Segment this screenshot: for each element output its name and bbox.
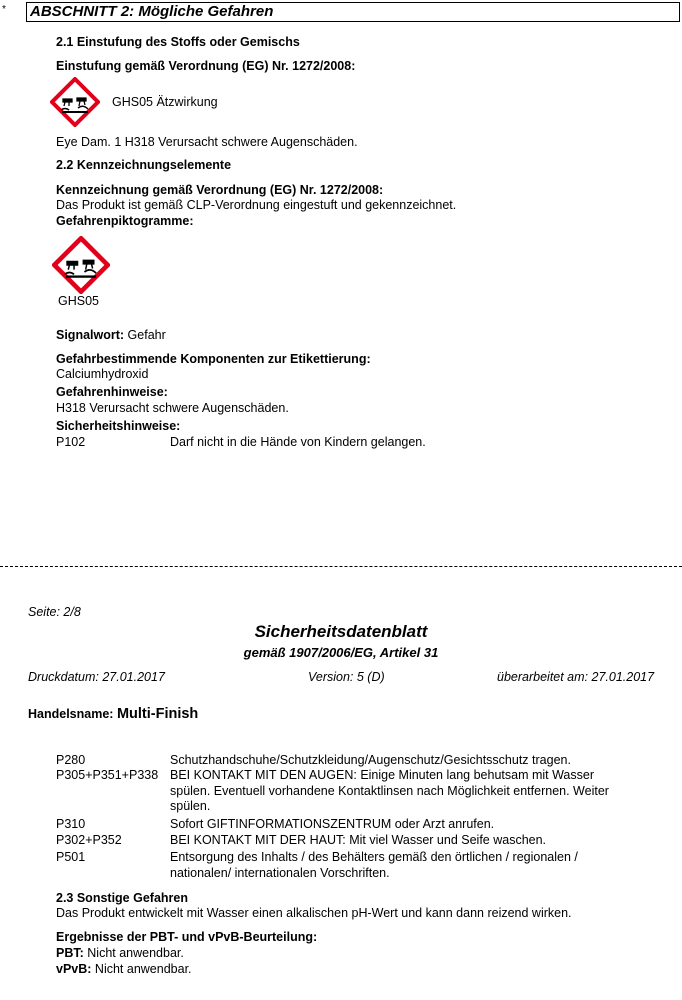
page-break-divider bbox=[0, 566, 682, 567]
pbt-result bbox=[56, 946, 184, 960]
document-subtitle: gemäß 1907/2006/EG, Artikel 31 bbox=[243, 645, 439, 660]
signal-word-label: Signalwort: bbox=[56, 328, 125, 342]
statement-line: spülen. Eventuell vorhandene Kontaktlinsen nach Möglichkeit entfernen. Weiter bbox=[170, 784, 609, 798]
statement-line: BEI KONTAKT MIT DER HAUT: Mit viel Wasser und Seife waschen. bbox=[170, 833, 547, 847]
statement-line: nationalen/ internationalen Vorschriften. bbox=[170, 866, 390, 880]
classification-regulation: Einstufung gemäß Verordnung (EG) Nr. 1272/2008: bbox=[56, 59, 356, 73]
precautionary-statements-label: Sicherheitshinweise: bbox=[56, 419, 181, 433]
version: Version: 5 (D) bbox=[308, 670, 385, 684]
signal-word bbox=[56, 328, 166, 342]
section-title: ABSCHNITT 2: Mögliche Gefahren bbox=[30, 3, 274, 20]
other-hazards-text: Das Produkt entwickelt mit Wasser einen alkalischen pH-Wert und kann dann reizend wirken. bbox=[56, 906, 572, 920]
p102-code: P102 bbox=[56, 435, 86, 449]
hazard-statements-label: Gefahrenhinweise: bbox=[56, 385, 168, 399]
classification-statement: Eye Dam. 1 H318 Verursacht schwere Augenschäden. bbox=[56, 135, 358, 149]
components-value: Calciumhydroxid bbox=[56, 367, 149, 381]
pictogram-code: GHS05 bbox=[58, 294, 99, 308]
components-label: Gefahrbestimmende Komponenten zur Etikettierung: bbox=[56, 352, 371, 366]
pbt-value: Nicht anwendbar. bbox=[87, 946, 184, 960]
pbt-label: PBT: bbox=[56, 946, 84, 960]
statement-line: BEI KONTAKT MIT DEN AUGEN: Einige Minuten lang behutsam mit Wasser bbox=[170, 768, 594, 782]
p102-text: Darf nicht in die Hände von Kindern gelangen. bbox=[170, 435, 426, 449]
statement-line: Sofort GIFTINFORMATIONSZENTRUM oder Arzt anrufen. bbox=[170, 817, 495, 831]
signal-word-value: Gefahr bbox=[127, 328, 166, 342]
print-date: Druckdatum: 27.01.2017 bbox=[28, 670, 165, 684]
ghs05-corrosion-icon bbox=[50, 77, 100, 127]
subsection-2-3-title: 2.3 Sonstige Gefahren bbox=[56, 891, 188, 905]
statement-code: P310 bbox=[56, 817, 86, 831]
pictograms-label: Gefahrenpiktogramme: bbox=[56, 214, 194, 228]
ghs05-pictogram-icon bbox=[52, 236, 110, 294]
statement-code: P302+P352 bbox=[56, 833, 122, 847]
vpvb-value: Nicht anwendbar. bbox=[94, 962, 192, 976]
vpvb-result bbox=[56, 962, 192, 976]
statement-code: P305+P351+P338 bbox=[56, 768, 159, 782]
pbt-vpvb-title: Ergebnisse der PBT- und vPvB-Beurteilung: bbox=[56, 930, 318, 944]
ghs05-label: GHS05 Ätzwirkung bbox=[112, 95, 218, 109]
statement-line: Schutzhandschuhe/Schutzkleidung/Augenschutz/Gesichtsschutz tragen. bbox=[170, 753, 571, 767]
labelling-regulation: Kennzeichnung gemäß Verordnung (EG) Nr. 1272/2008: bbox=[56, 183, 384, 197]
trade-name-label: Handelsname: bbox=[28, 707, 114, 721]
statement-code: P501 bbox=[56, 850, 86, 864]
subsection-2-2-title: 2.2 Kennzeichnungselemente bbox=[56, 158, 232, 172]
statement-line: Entsorgung des Inhalts / des Behälters gemäß den örtlichen / regionalen / bbox=[170, 850, 578, 864]
trade-name-value: Multi-Finish bbox=[116, 706, 199, 722]
hazard-statement-h318: H318 Verursacht schwere Augenschäden. bbox=[56, 401, 289, 415]
labelling-text: Das Produkt ist gemäß CLP-Verordnung eingestuft und gekennzeichnet. bbox=[56, 198, 457, 212]
statement-line: spülen. bbox=[170, 799, 211, 813]
statement-code: P280 bbox=[56, 753, 86, 767]
revision-marker: * bbox=[2, 4, 6, 15]
trade-name bbox=[28, 706, 198, 722]
revision-date: überarbeitet am: 27.01.2017 bbox=[497, 670, 655, 684]
page-number: Seite: 2/8 bbox=[28, 605, 81, 619]
vpvb-label: vPvB: bbox=[56, 962, 92, 976]
document-title: Sicherheitsdatenblatt bbox=[254, 622, 428, 641]
subsection-2-1-title: 2.1 Einstufung des Stoffs oder Gemischs bbox=[56, 35, 300, 49]
